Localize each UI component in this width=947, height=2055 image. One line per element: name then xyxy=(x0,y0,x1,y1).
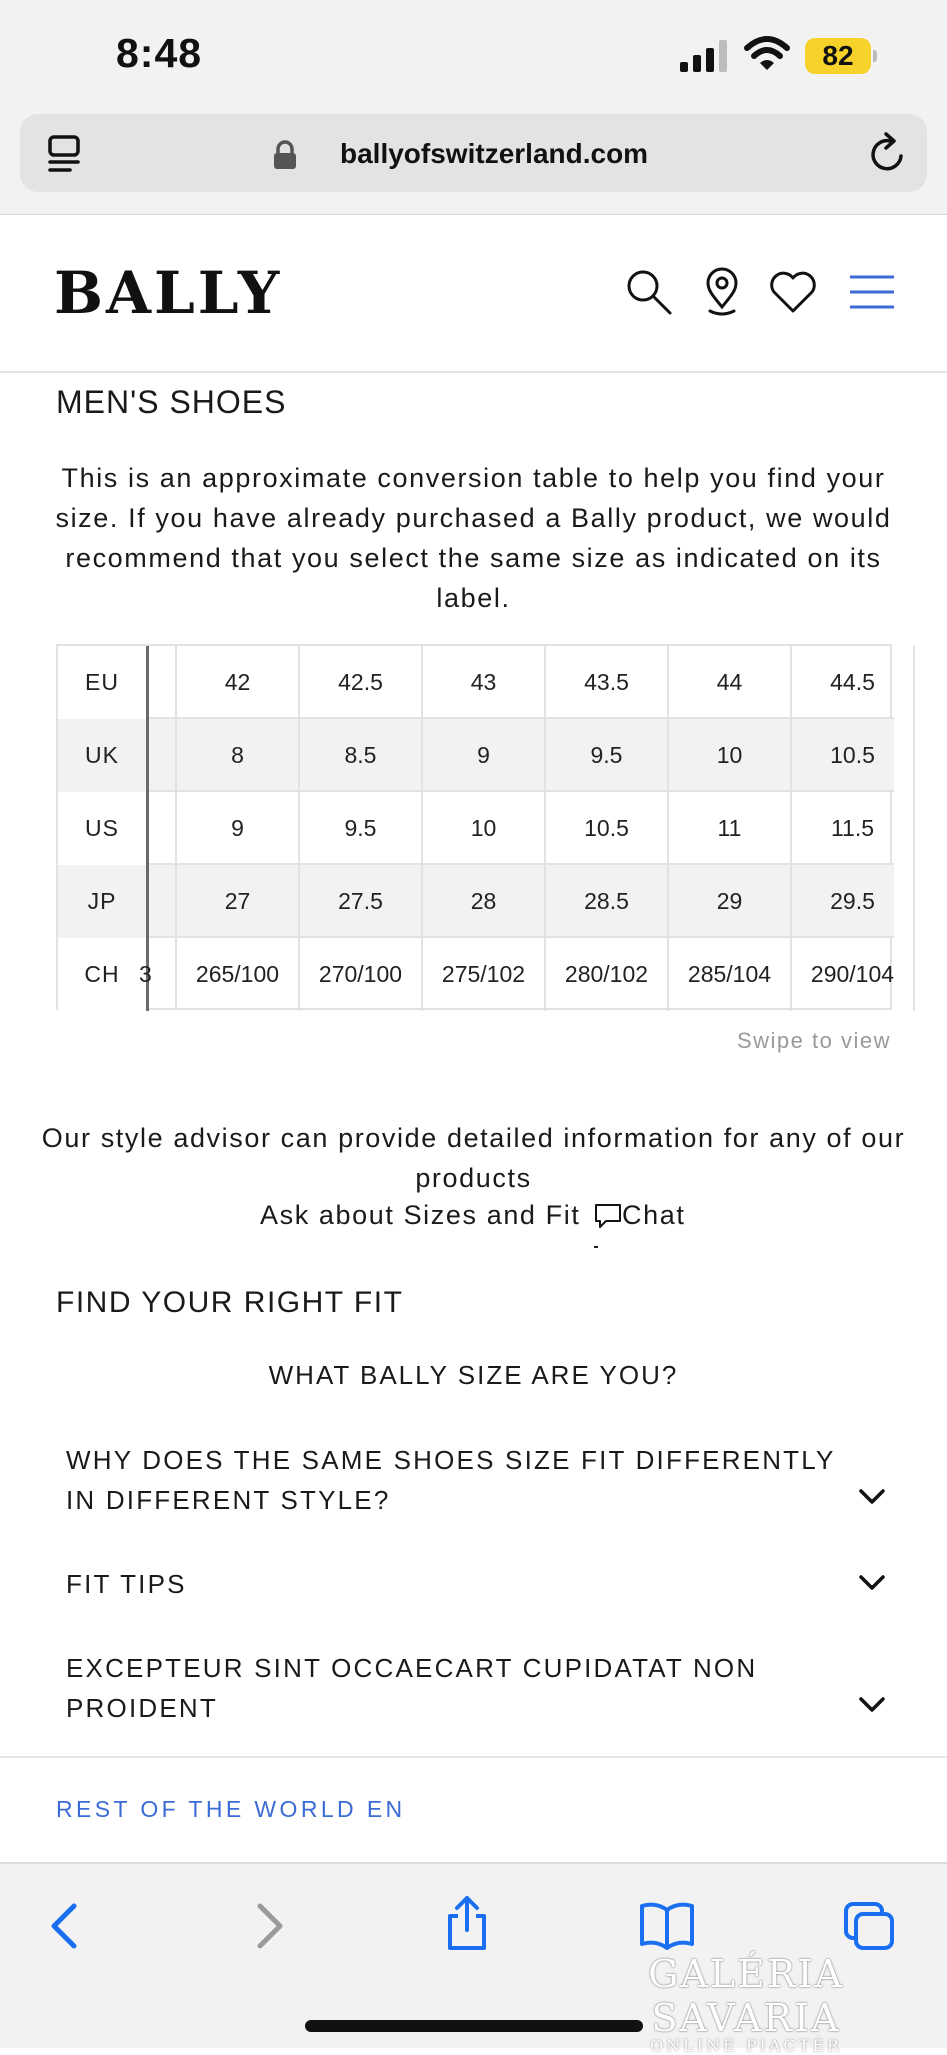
table-row xyxy=(58,646,894,719)
partial-cell xyxy=(151,865,177,938)
table-cell: 280/102 xyxy=(546,938,669,1011)
table-cell: 44.5 xyxy=(792,646,915,719)
table-cell: 8 xyxy=(177,719,300,792)
table-cell: 29 xyxy=(669,865,792,938)
table-cell: 275/102 xyxy=(423,938,546,1011)
table-cell: 10 xyxy=(423,792,546,865)
fit-subtitle: WHAT BALLY SIZE ARE YOU? xyxy=(268,1360,679,1390)
page-menu-icon[interactable] xyxy=(46,134,84,174)
fit-section-title: FIND YOUR RIGHT FIT xyxy=(56,1286,404,1319)
chat-link[interactable] xyxy=(594,1200,686,1248)
battery-indicator xyxy=(805,38,877,74)
footer-divider xyxy=(0,1756,947,1758)
accordion-excepteur[interactable] xyxy=(66,1648,886,1728)
table-cell: 27 xyxy=(177,865,300,938)
watermark xyxy=(586,1952,906,2055)
tabs-overview-icon[interactable] xyxy=(842,1900,896,1952)
table-cell: 10 xyxy=(669,719,792,792)
partial-cell xyxy=(139,938,177,1011)
section-title: MEN'S SHOES xyxy=(56,384,287,420)
table-cell: 10.5 xyxy=(792,719,915,792)
region-selector-link[interactable]: REST OF THE WORLD EN xyxy=(56,1796,406,1822)
table-cell: 42.5 xyxy=(300,646,423,719)
table-row xyxy=(58,719,894,792)
wifi-icon xyxy=(744,36,790,72)
battery-level: 82 xyxy=(805,38,871,74)
watermark-sub: ONLINE PIACTÉR xyxy=(649,2036,843,2055)
url-text[interactable]: ballyofswitzerland.com xyxy=(340,138,649,169)
size-conversion-table[interactable] xyxy=(56,644,895,1010)
bally-logo[interactable]: BALLY xyxy=(54,259,283,327)
chevron-down-icon xyxy=(858,1574,886,1592)
watermark-main: GALÉRIA SAVARIA xyxy=(648,1952,844,2040)
home-indicator xyxy=(305,2020,643,2032)
row-label: US xyxy=(58,792,146,865)
table-cell: 44 xyxy=(669,646,792,719)
battery-tip xyxy=(873,50,877,62)
table-cell: 285/104 xyxy=(669,938,792,1011)
back-icon[interactable] xyxy=(48,1900,80,1952)
table-cell: 8.5 xyxy=(300,719,423,792)
search-icon[interactable] xyxy=(624,267,674,317)
table-row xyxy=(58,938,894,1011)
table-cell: 43 xyxy=(423,646,546,719)
table-cell: 9.5 xyxy=(300,792,423,865)
hamburger-menu-icon[interactable] xyxy=(848,267,896,317)
accordion-label: WHY DOES THE SAME SHOES SIZE FIT DIFFERENTLY IN DIFFERENT STYLE? xyxy=(66,1445,836,1515)
status-time: 8:48 xyxy=(116,30,203,76)
share-icon[interactable] xyxy=(444,1894,490,1952)
table-row xyxy=(58,865,894,938)
row-label: UK xyxy=(58,719,146,792)
table-cell: 43.5 xyxy=(546,646,669,719)
table-cell: 265/100 xyxy=(177,938,300,1011)
ask-sizes-text: Ask about Sizes and Fit xyxy=(260,1200,581,1230)
bookmarks-icon[interactable] xyxy=(638,1900,696,1952)
browser-address-area xyxy=(0,110,947,215)
table-cell: 9 xyxy=(177,792,300,865)
row-label: CH xyxy=(58,938,146,1011)
accordion-why-different[interactable] xyxy=(66,1440,886,1520)
chevron-down-icon xyxy=(858,1696,886,1714)
partial-cell xyxy=(151,719,177,792)
address-bar[interactable] xyxy=(20,114,927,192)
sticky-column-divider xyxy=(146,646,149,719)
site-header xyxy=(0,215,947,373)
table-cell: 290/104 xyxy=(792,938,915,1011)
ask-line xyxy=(0,1200,947,1250)
size-intro-text: This is an approximate conversion table to help you find your size. If you have already purchased a Bally product, we would recommend that you select the same size as indicated on its label. xyxy=(55,463,892,613)
chevron-down-icon xyxy=(858,1488,886,1506)
accordion-fit-tips[interactable] xyxy=(66,1564,886,1608)
partial-cell xyxy=(151,792,177,865)
table-cell: 11.5 xyxy=(792,792,915,865)
sticky-column-divider xyxy=(146,792,149,865)
table-cell: 28 xyxy=(423,865,546,938)
table-cell: 11 xyxy=(669,792,792,865)
table-row xyxy=(58,792,894,865)
status-bar xyxy=(0,0,947,110)
advisor-text: Our style advisor can provide detailed information for any of our products xyxy=(41,1123,906,1193)
table-cell: 29.5 xyxy=(792,865,915,938)
row-label: JP xyxy=(58,865,146,938)
store-locator-icon[interactable] xyxy=(700,267,744,317)
browser-toolbar xyxy=(0,1862,947,2055)
chat-label: Chat xyxy=(622,1200,686,1230)
table-cell: 27.5 xyxy=(300,865,423,938)
reload-icon[interactable] xyxy=(868,132,908,174)
sticky-column-divider xyxy=(146,719,149,792)
cellular-signal-icon xyxy=(680,40,732,72)
sticky-column-divider xyxy=(146,865,149,938)
table-cell: 9 xyxy=(423,719,546,792)
table-cell: 28.5 xyxy=(546,865,669,938)
lock-icon xyxy=(272,140,298,170)
accordion-label: FIT TIPS xyxy=(66,1569,187,1599)
row-label: EU xyxy=(58,646,146,719)
table-cell: 10.5 xyxy=(546,792,669,865)
chat-bubble-icon xyxy=(594,1202,622,1230)
table-cell: 9.5 xyxy=(546,719,669,792)
wishlist-heart-icon[interactable] xyxy=(768,267,818,317)
table-cell: 270/100 xyxy=(300,938,423,1011)
forward-icon[interactable] xyxy=(254,1900,286,1952)
swipe-hint: Swipe to view xyxy=(736,1028,891,1053)
accordion-label: EXCEPTEUR SINT OCCAECART CUPIDATAT NON PROIDENT xyxy=(66,1653,758,1723)
partial-cell xyxy=(151,646,177,719)
table-cell: 42 xyxy=(177,646,300,719)
partial-cell-text: 3 xyxy=(139,961,152,987)
